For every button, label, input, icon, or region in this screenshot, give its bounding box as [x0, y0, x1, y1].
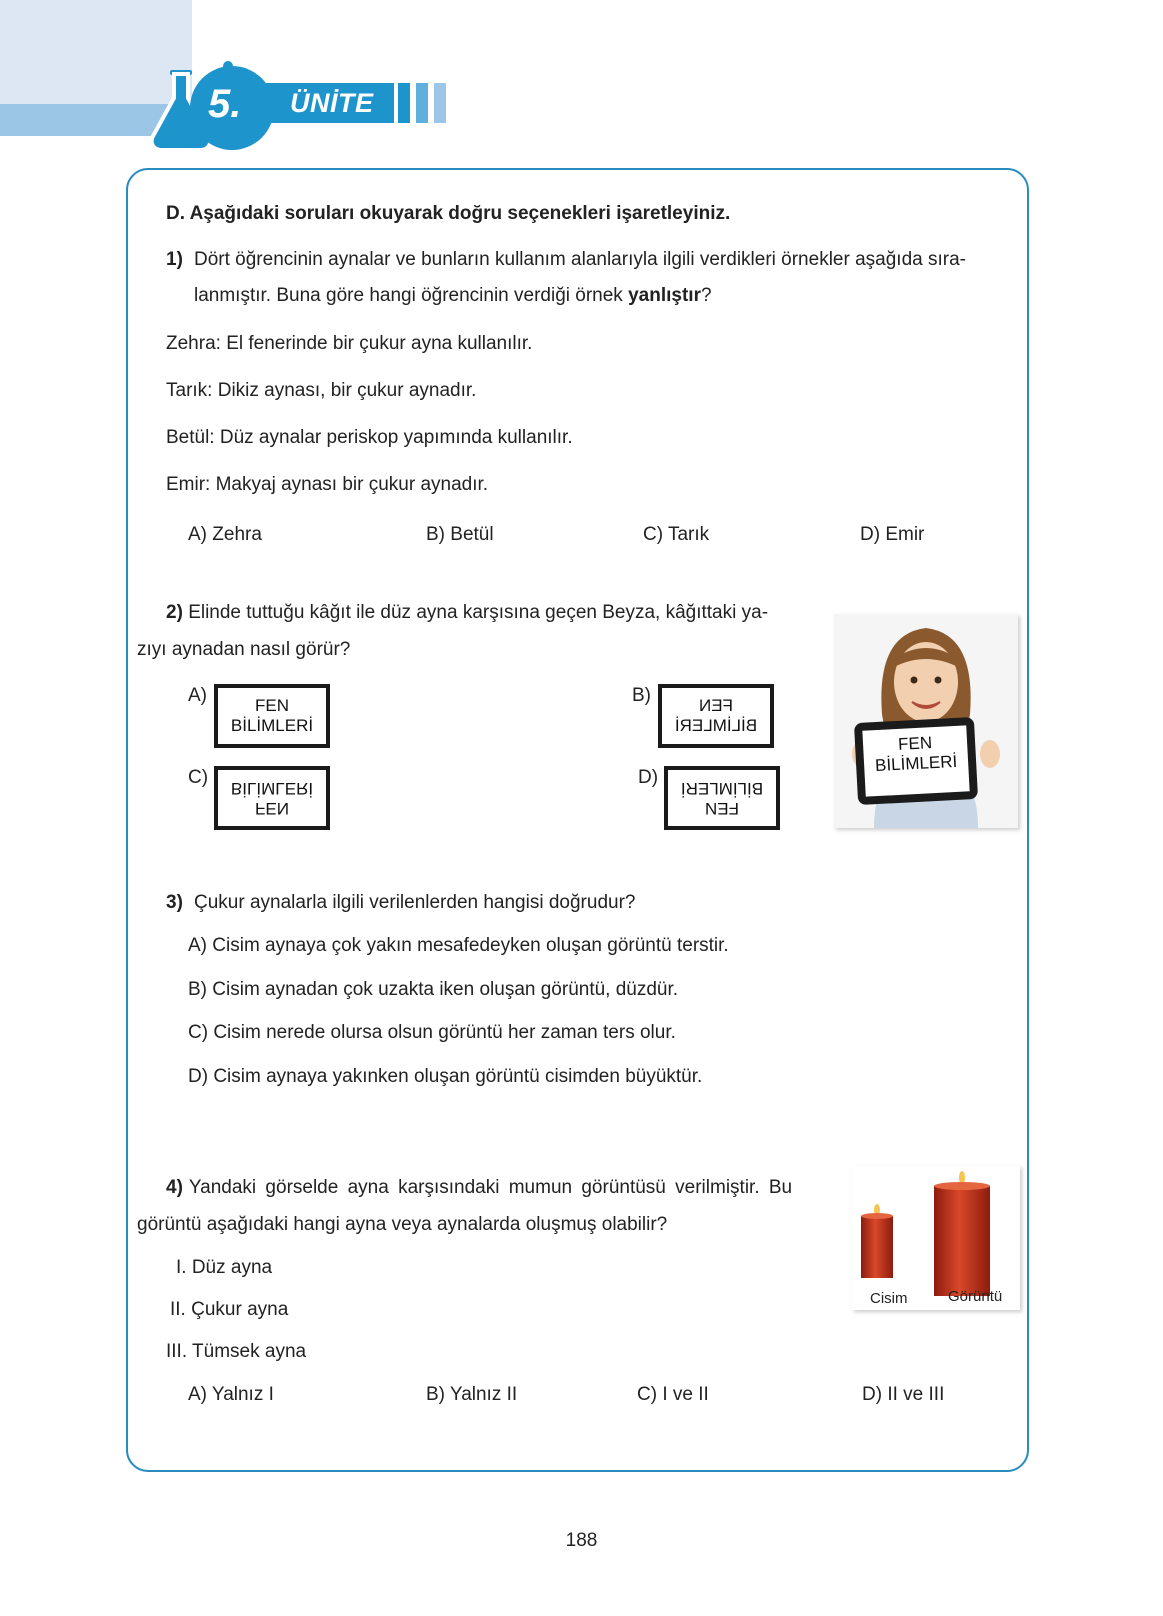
candle-figure — [852, 1166, 1020, 1310]
q2-option-b-sign[interactable]: FEN BİLİMLERİ — [658, 684, 774, 748]
q2-option-d-label[interactable]: D) — [638, 767, 659, 788]
q3-option-c[interactable]: C) Cisim nerede olursa olsun görüntü her zaman ters olur. — [188, 1022, 676, 1043]
page-number: 188 — [565, 1530, 598, 1551]
q1-statement: Betül: Düz aynalar periskop yapımında kullanılır. — [166, 427, 573, 448]
q2-option-d-sign[interactable]: FEN BİLİMLERİ — [664, 766, 780, 830]
q1-statement: Zehra: El fenerinde bir çukur ayna kullanılır. — [166, 333, 533, 354]
tablet-frame — [854, 717, 978, 805]
q2-option-c-label[interactable]: C) — [188, 767, 209, 788]
q2-option-c-sign[interactable]: FEN BİLİMLERİ — [214, 766, 330, 830]
section-instruction: D. Aşağıdaki soruları okuyarak doğru seçenekleri işaretleyiniz. — [166, 203, 731, 224]
q3-option-b[interactable]: B) Cisim aynadan çok uzakta iken oluşan görüntü, düzdür. — [188, 979, 679, 1000]
q4-item: II. Çukur ayna — [170, 1299, 289, 1320]
q1-text-line1: Dört öğrencinin aynalar ve bunların kullanım alanlarıyla ilgili verdikleri örnekler aşağıda sıra- — [194, 249, 966, 270]
unit-title: ÜNİTE — [290, 88, 374, 118]
q1-text-line2: lanmıştır. Buna göre hangi öğrencinin verdiği örnek yanlıştır? — [194, 285, 712, 306]
q1-statement: Emir: Makyaj aynası bir çukur aynadır. — [166, 474, 489, 495]
header-stripe-1 — [398, 83, 410, 123]
q2-option-a-sign[interactable]: FEN BİLİMLERİ — [214, 684, 330, 748]
q1-option-d[interactable]: D) Emir — [860, 524, 925, 545]
q3-option-a[interactable]: A) Cisim aynaya çok yakın mesafedeyken oluşan görüntü terstir. — [188, 935, 729, 956]
q1-option-c[interactable]: C) Tarık — [643, 524, 710, 545]
q4-text-line2: görüntü aşağıdaki hangi ayna veya aynalarda oluşmuş olabilir? — [137, 1214, 668, 1235]
girl-with-tablet-image — [834, 614, 1018, 828]
q2-text-line1: 2) Elinde tuttuğu kâğıt ile düz ayna karşısına geçen Beyza, kâğıttaki ya- — [166, 602, 769, 623]
q1-statement: Tarık: Dikiz aynası, bir çukur aynadır. — [166, 380, 477, 401]
candle-object-label: Cisim — [870, 1290, 908, 1307]
q4-option-a[interactable]: A) Yalnız I — [188, 1384, 274, 1405]
unit-number: 5. — [208, 82, 242, 126]
q4-option-b[interactable]: B) Yalnız II — [426, 1384, 518, 1405]
q2-option-a-label[interactable]: A) — [188, 685, 207, 706]
q4-option-d[interactable]: D) II ve III — [862, 1384, 945, 1405]
q1-option-b[interactable]: B) Betül — [426, 524, 494, 545]
q1-emphasis: yanlıştır — [628, 285, 701, 306]
q2-text-line2: zıyı aynadan nasıl görür? — [137, 639, 351, 660]
tablet-screen: FEN BİLİMLERİ — [862, 725, 969, 796]
q4-text-line1: 4) Yandaki görselde ayna karşısındaki mumun görüntüsü verilmiştir. Bu — [166, 1177, 793, 1198]
q1-option-a[interactable]: A) Zehra — [188, 524, 262, 545]
q3-question: Çukur aynalarla ilgili verilenlerden hangisi doğrudur? — [194, 892, 636, 913]
header-stripe-2 — [416, 83, 428, 123]
q3-option-d[interactable]: D) Cisim aynaya yakınken oluşan görüntü cisimden büyüktür. — [188, 1066, 703, 1087]
q3-number: 3) — [166, 892, 183, 913]
q4-item: III. Tümsek ayna — [166, 1341, 307, 1362]
q4-item: I. Düz ayna — [176, 1257, 273, 1278]
q1-number: 1) — [166, 249, 183, 270]
q4-option-c[interactable]: C) I ve II — [637, 1384, 709, 1405]
candle-image-label: Görüntü — [948, 1288, 1003, 1305]
header-stripe-3 — [434, 83, 446, 123]
q2-option-b-label[interactable]: B) — [632, 685, 651, 706]
